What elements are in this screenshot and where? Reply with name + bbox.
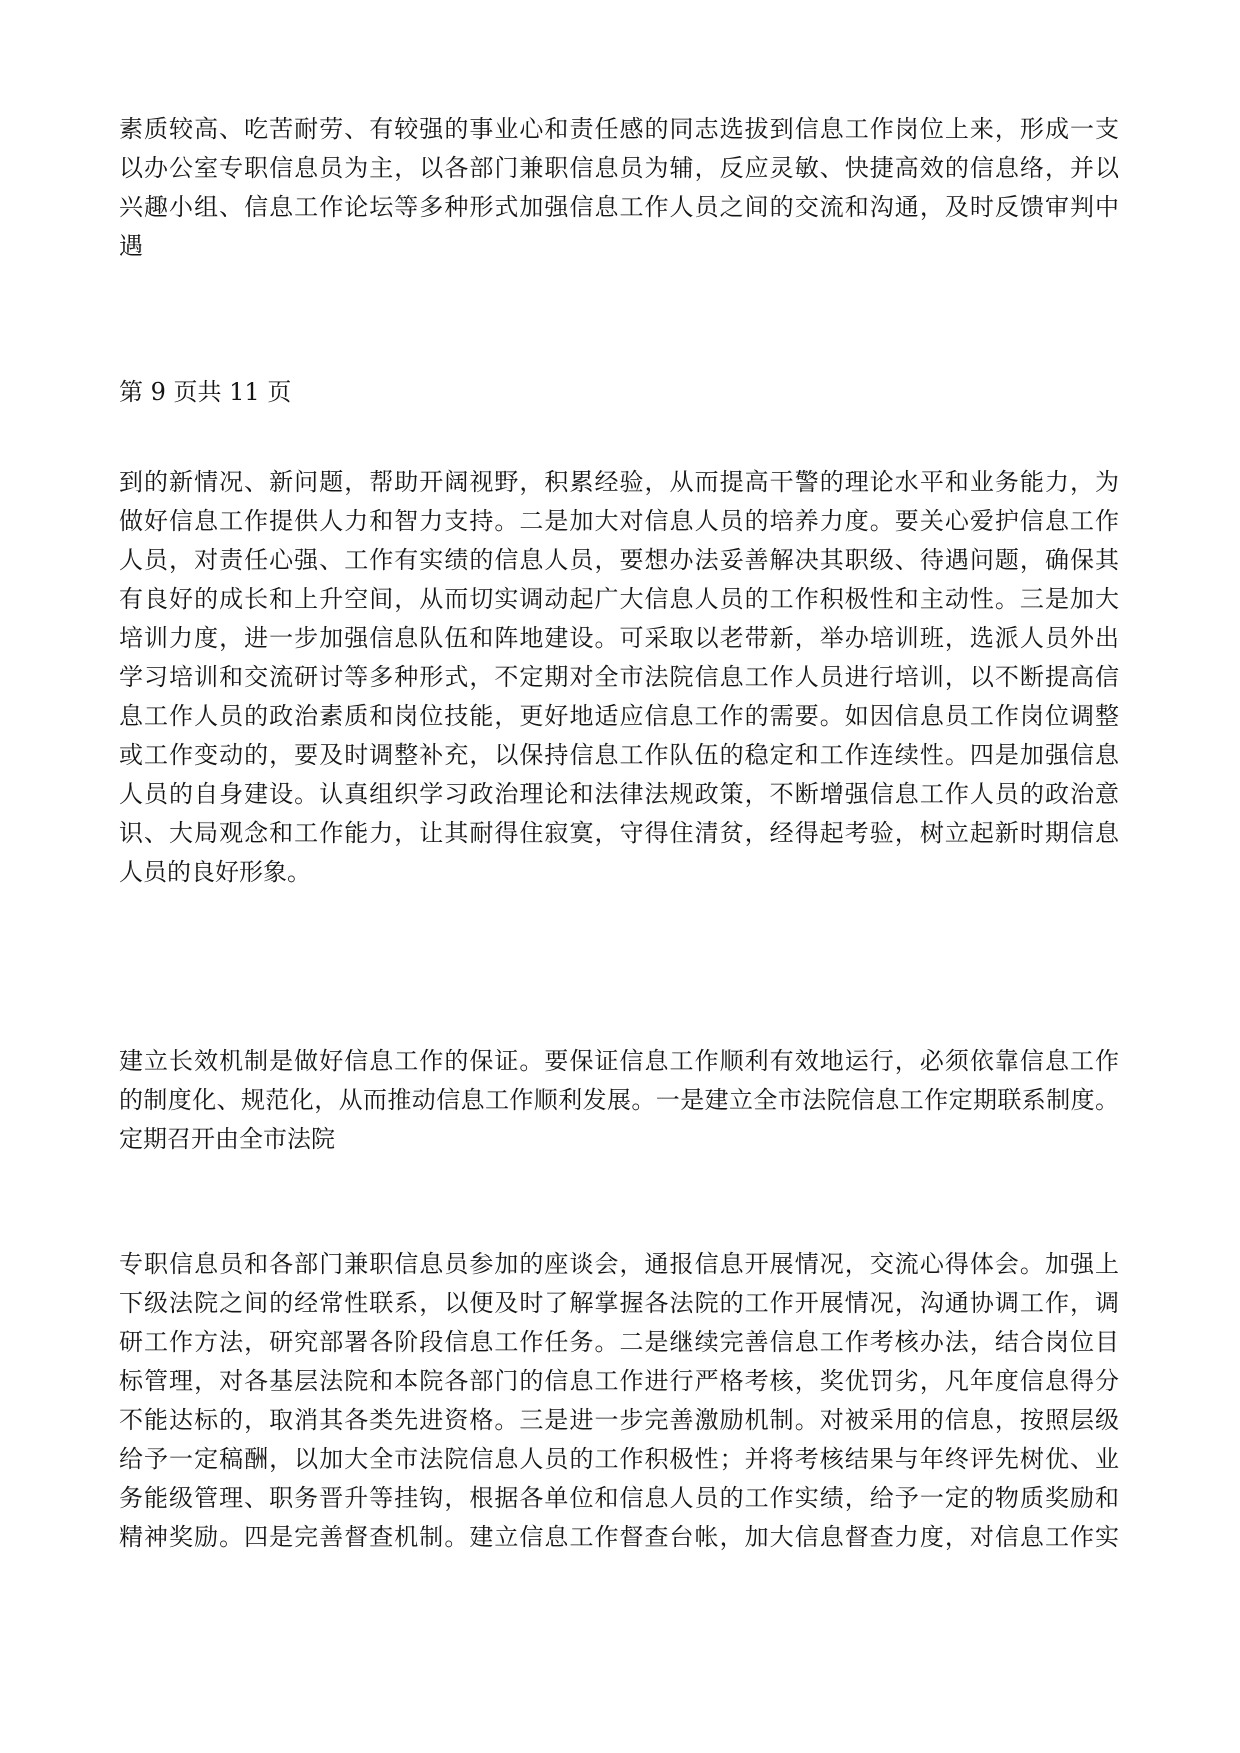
text-line: 培训力度，进一步加强信息队伍和阵地建设。可采取以老带新，举办培训班，选派人员外出 <box>119 624 1119 652</box>
text-line: 或工作变动的，要及时调整补充，以保持信息工作队伍的稳定和工作连续性。四是加强信息 <box>119 741 1119 769</box>
paragraph-2 <box>119 463 1119 892</box>
text-line: 遇 <box>119 232 143 260</box>
text-line: 不能达标的，取消其各类先进资格。三是进一步完善激励机制。对被采用的信息，按照层级 <box>119 1406 1119 1434</box>
paragraph-4 <box>119 1245 1119 1557</box>
text-line: 精神奖励。四是完善督查机制。建立信息工作督查台帐，加大信息督查力度，对信息工作实 <box>119 1523 1119 1551</box>
text-line: 息工作人员的政治素质和岗位技能，更好地适应信息工作的需要。如因信息员工作岗位调整 <box>119 702 1119 730</box>
text-line: 人员，对责任心强、工作有实绩的信息人员，要想办法妥善解决其职级、待遇问题，确保其 <box>119 546 1119 574</box>
text-line: 给予一定稿酬，以加大全市法院信息人员的工作积极性；并将考核结果与年终评先树优、业 <box>119 1445 1119 1473</box>
text-line: 识、大局观念和工作能力，让其耐得住寂寞，守得住清贫，经得起考验，树立起新时期信息 <box>119 819 1119 847</box>
text-line: 务能级管理、职务晋升等挂钩，根据各单位和信息人员的工作实绩，给予一定的物质奖励和 <box>119 1484 1119 1512</box>
text-line: 素质较高、吃苦耐劳、有较强的事业心和责任感的同志选拔到信息工作岗位上来，形成一支 <box>119 115 1119 143</box>
text-line: 下级法院之间的经常性联系，以便及时了解掌握各法院的工作开展情况，沟通协调工作，调 <box>119 1289 1119 1317</box>
text-line: 学习培训和交流研讨等多种形式，不定期对全市法院信息工作人员进行培训，以不断提高信 <box>119 663 1119 691</box>
paragraph-1 <box>119 110 1119 266</box>
text-line: 标管理，对各基层法院和本院各部门的信息工作进行严格考核，奖优罚劣，凡年度信息得分 <box>119 1367 1119 1395</box>
text-line: 建立长效机制是做好信息工作的保证。要保证信息工作顺利有效地运行，必须依靠信息工作 <box>119 1047 1119 1075</box>
text-line: 有良好的成长和上升空间，从而切实调动起广大信息人员的工作积极性和主动性。三是加大 <box>119 585 1119 613</box>
text-line: 的制度化、规范化，从而推动信息工作顺利发展。一是建立全市法院信息工作定期联系制度。 <box>119 1086 1119 1114</box>
text-line: 人员的良好形象。 <box>119 858 311 886</box>
text-line: 研工作方法，研究部署各阶段信息工作任务。二是继续完善信息工作考核办法，结合岗位目 <box>119 1328 1119 1356</box>
page-number <box>119 373 1119 412</box>
page-number-text: 第 9 页共 11 页 <box>119 378 292 406</box>
text-line: 到的新情况、新问题，帮助开阔视野，积累经验，从而提高干警的理论水平和业务能力，为 <box>119 468 1119 496</box>
text-line: 专职信息员和各部门兼职信息员参加的座谈会，通报信息开展情况，交流心得体会。加强上 <box>119 1250 1119 1278</box>
text-line: 做好信息工作提供人力和智力支持。二是加大对信息人员的培养力度。要关心爱护信息工作 <box>119 507 1119 535</box>
text-line: 人员的自身建设。认真组织学习政治理论和法律法规政策，不断增强信息工作人员的政治意 <box>119 780 1119 808</box>
text-line: 以办公室专职信息员为主，以各部门兼职信息员为辅，反应灵敏、快捷高效的信息络，并以 <box>119 154 1119 182</box>
text-line: 定期召开由全市法院 <box>119 1125 335 1153</box>
text-line: 兴趣小组、信息工作论坛等多种形式加强信息工作人员之间的交流和沟通，及时反馈审判中 <box>119 193 1119 221</box>
paragraph-3 <box>119 1042 1119 1159</box>
